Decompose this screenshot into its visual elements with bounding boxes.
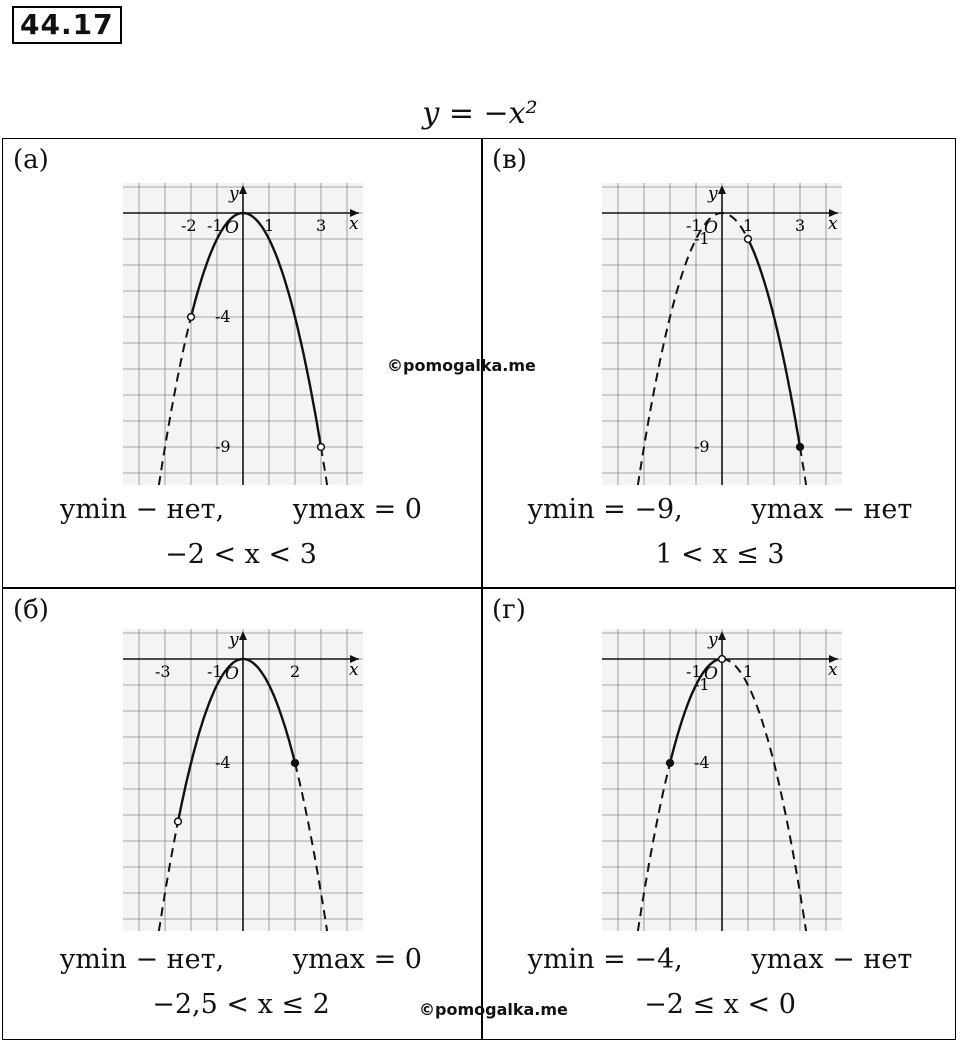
problem-number: 44.17	[12, 6, 122, 44]
x-axis-name: x	[349, 660, 359, 680]
panel-label: (а)	[13, 145, 49, 175]
endpoint-left	[188, 314, 195, 321]
endpoint-left	[175, 818, 182, 825]
panel-label: (г)	[492, 595, 526, 625]
endpoint-right	[797, 444, 804, 451]
x-tick-label: -1	[686, 216, 702, 235]
answer-extrema: ymin = −4, ymax − нет	[527, 944, 913, 975]
answer-extrema: ymin − нет, ymax = 0	[60, 944, 422, 975]
y-tick-label: -9	[215, 437, 231, 456]
answer-extrema: ymin = −9, ymax − нет	[527, 494, 913, 525]
origin-label: O	[225, 218, 239, 238]
x-tick-label: 1	[743, 662, 754, 681]
y-tick-label: -1	[694, 675, 710, 694]
answer-interval: −2 < x < 3	[165, 539, 317, 570]
graph-panel-a	[123, 183, 363, 485]
endpoint-left	[667, 760, 674, 767]
x-axis-name: x	[828, 660, 838, 680]
x-tick-label: -2	[181, 216, 197, 235]
panel-g	[482, 589, 958, 1037]
x-tick-label: -3	[155, 662, 171, 681]
panel-v	[482, 139, 958, 587]
x-tick-label: -1	[207, 662, 223, 681]
answer-interval: 1 < x ≤ 3	[655, 539, 785, 570]
panel-label: (в)	[492, 145, 527, 175]
y-axis-name: y	[708, 630, 718, 650]
y-axis-name: y	[229, 630, 239, 650]
panel-label: (б)	[13, 595, 49, 625]
endpoint-left	[745, 236, 752, 243]
answer-grid	[2, 138, 956, 1040]
y-tick-label: -4	[215, 753, 231, 772]
y-axis-name: y	[708, 184, 718, 204]
y-tick-label: -9	[694, 437, 710, 456]
graph-panel-v	[602, 183, 842, 485]
answer-interval: −2,5 < x ≤ 2	[152, 989, 330, 1020]
graph-panel-g	[602, 629, 842, 931]
x-tick-label: 3	[795, 216, 806, 235]
watermark: ©pomogalka.me	[387, 356, 536, 375]
origin-label: O	[225, 664, 239, 684]
endpoint-right	[292, 760, 299, 767]
endpoint-right	[318, 444, 325, 451]
y-tick-label: -4	[215, 307, 231, 326]
y-axis-name: y	[229, 184, 239, 204]
origin-label: O	[704, 218, 718, 238]
x-tick-label: 3	[316, 216, 327, 235]
x-tick-label: 2	[290, 662, 301, 681]
endpoint-right	[719, 656, 726, 663]
main-formula: y = −x²	[422, 96, 538, 131]
origin-label: O	[704, 664, 718, 684]
x-axis-name: x	[349, 214, 359, 234]
graph-panel-b	[123, 629, 363, 931]
x-tick-label: 1	[264, 216, 275, 235]
panel-b	[3, 589, 479, 1037]
x-axis-name: x	[828, 214, 838, 234]
answer-interval: −2 ≤ x < 0	[644, 989, 796, 1020]
watermark: ©pomogalka.me	[419, 1000, 568, 1019]
x-tick-label: -1	[686, 662, 702, 681]
y-tick-label: -1	[694, 229, 710, 248]
x-tick-label: 1	[743, 216, 754, 235]
x-tick-label: -1	[207, 216, 223, 235]
y-tick-label: -4	[694, 753, 710, 772]
answer-extrema: ymin − нет, ymax = 0	[60, 494, 422, 525]
